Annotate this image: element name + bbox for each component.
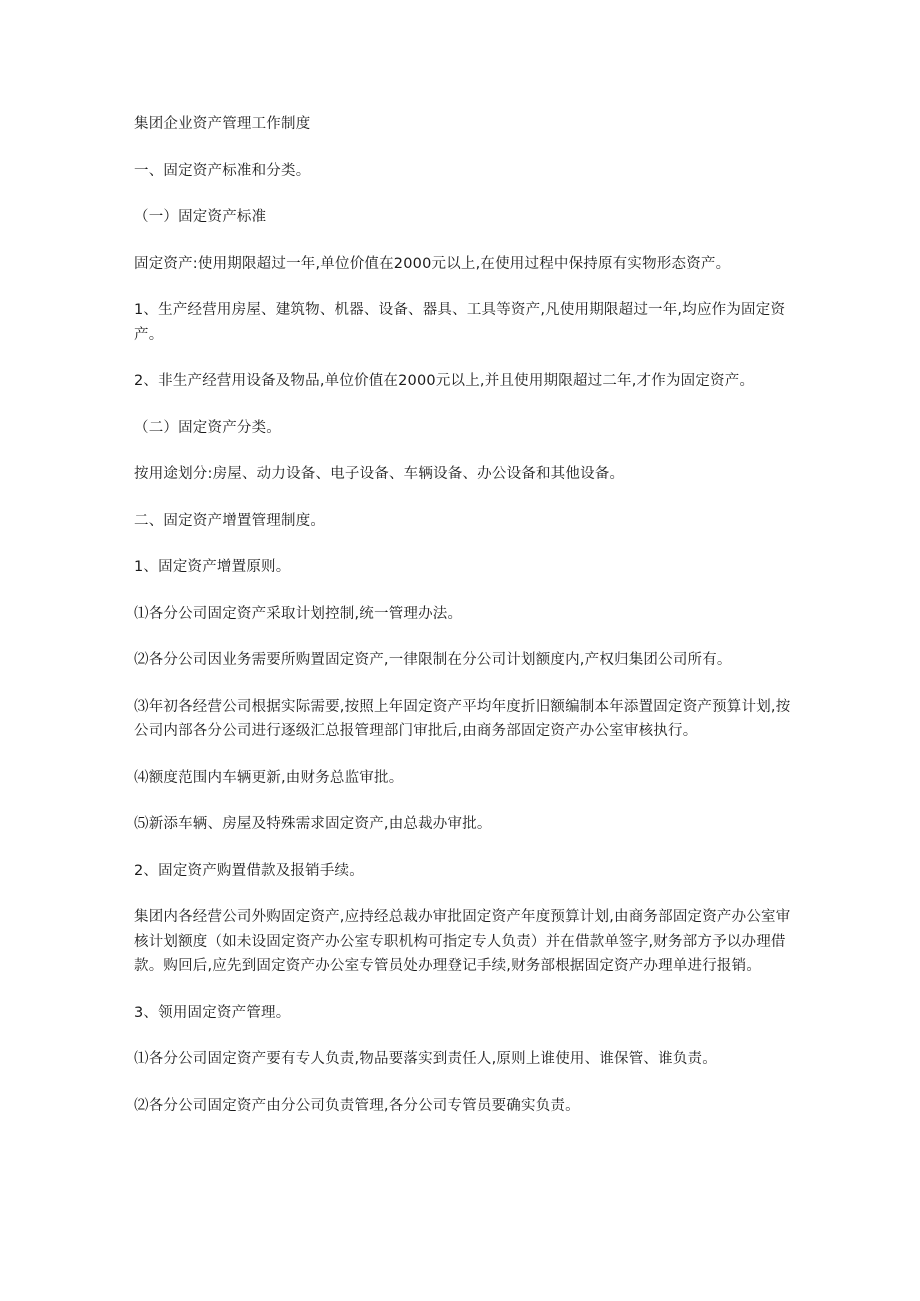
paragraph: ⑸新添车辆、房屋及特殊需求固定资产,由总裁办审批。 (134, 816, 492, 832)
paragraph: ⑵各分公司固定资产由分公司负责管理,各分公司专管员要确实负责。 (134, 1097, 580, 1114)
paragraph: ⑴各分公司固定资产要有专人负责,物品要落实到责任人,原则上谁使用、谁保管、谁负责。 (134, 1051, 717, 1067)
paragraph: 集团内各经营公司外购固定资产,应持经总裁办审批固定资产年度预算计划,由商务部固定资产办公室审核计划额度（如未设固定资产办公室专职机构可指定专人负责）并在借款单签字,财务部方予以办理借款。购回后,应先到固定资产办公室专管员处办理登记手续,财务部根据固定资产办理单进行报销。 (134, 909, 791, 974)
paragraph: 2、固定资产购置借款及报销手续。 (134, 862, 364, 879)
subsection-heading: （一）固定资产标准 (134, 209, 267, 225)
paragraph: ⑵各分公司因业务需要所购置固定资产,一律限制在分公司计划额度内,产权归集团公司所有。 (134, 652, 732, 668)
section-heading: 二、固定资产增置管理制度。 (134, 512, 326, 529)
paragraph: ⑴各分公司固定资产采取计划控制,统一管理办法。 (134, 605, 463, 622)
subsection-heading: （二）固定资产分类。 (134, 419, 281, 436)
document-body (134, 112, 799, 1140)
paragraph: 3、领用固定资产管理。 (134, 1004, 291, 1021)
paragraph: 1、固定资产增置原则。 (134, 559, 291, 575)
paragraph: 2、非生产经营用设备及物品,单位价值在2000元以上,并且使用期限超过二年,才作为固定资产。 (134, 373, 755, 389)
paragraph: 固定资产:使用期限超过一年,单位价值在2000元以上,在使用过程中保持原有实物形态资产。 (134, 255, 731, 272)
document-title: 集团企业资产管理工作制度 (134, 116, 311, 132)
paragraph: 按用途划分:房屋、动力设备、电子设备、车辆设备、办公设备和其他设备。 (134, 466, 625, 482)
paragraph: ⑷额度范围内车辆更新,由财务总监审批。 (134, 769, 404, 786)
paragraph: ⑶年初各经营公司根据实际需要,按照上年固定资产平均年度折旧额编制本年添置固定资产预算计划,按公司内部各分公司进行逐级汇总报管理部门审批后,由商务部固定资产办公室审核执行。 (134, 698, 791, 739)
section-heading: 一、固定资产标准和分类。 (134, 162, 311, 179)
paragraph: 1、生产经营用房屋、建筑物、机器、设备、器具、工具等资产,凡使用期限超过一年,均应作为固定资产。 (134, 302, 786, 343)
